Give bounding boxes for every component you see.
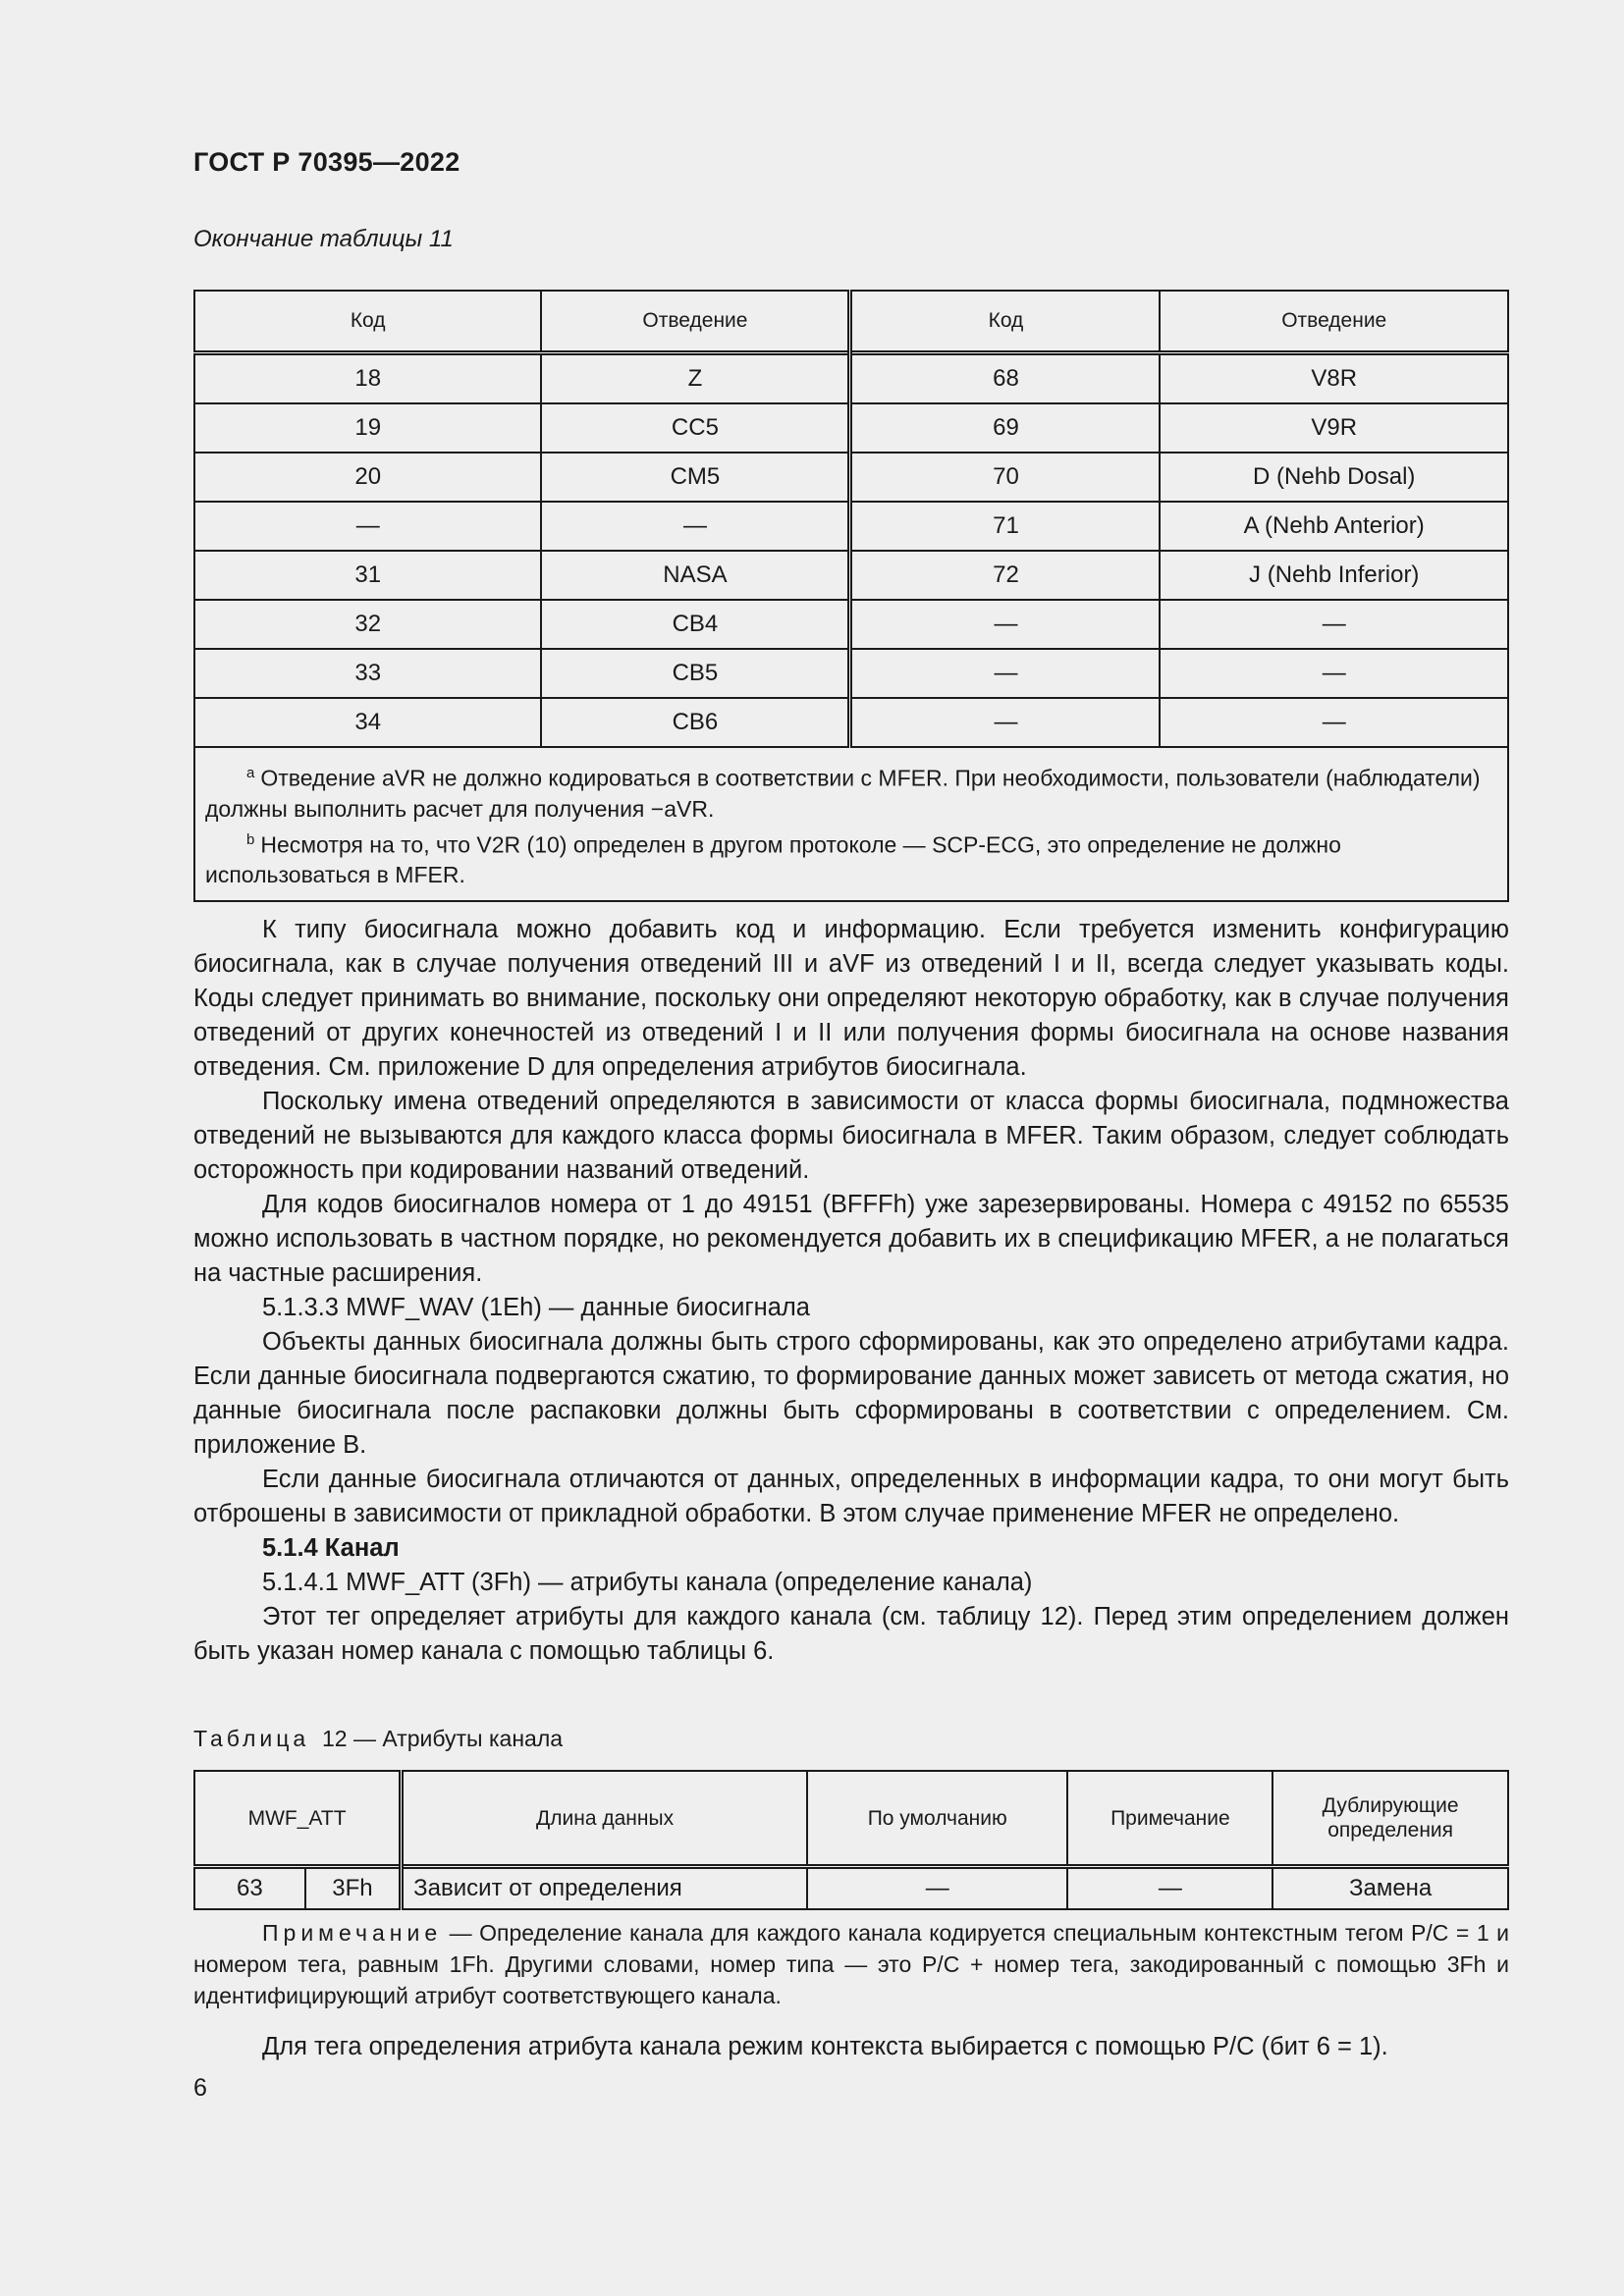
table-cell: 34	[194, 698, 541, 747]
table-row	[194, 453, 1508, 502]
table-cell: 18	[194, 353, 541, 404]
section-heading: 5.1.4 Канал	[262, 1534, 400, 1562]
table-header-row	[194, 291, 1508, 353]
header-default: По умолчанию	[807, 1771, 1068, 1867]
table-row	[194, 353, 1508, 404]
page-number: 6	[193, 2074, 207, 2102]
table-cell: J (Nehb Inferior)	[1160, 551, 1508, 600]
table-cell: 20	[194, 453, 541, 502]
table-row	[194, 600, 1508, 649]
table-cell: V8R	[1160, 353, 1508, 404]
table-12-caption: Таблица 12 — Атрибуты канала	[193, 1726, 564, 1751]
table-cell: CB5	[541, 649, 850, 698]
table-row	[194, 698, 1508, 747]
header-duplicate-definitions: Дублирующие определения	[1272, 1771, 1508, 1867]
table-cell: CB6	[541, 698, 850, 747]
table-cell: —	[850, 600, 1160, 649]
table-cell: V9R	[1160, 403, 1508, 453]
table-row	[194, 649, 1508, 698]
table-cell: D (Nehb Dosal)	[1160, 453, 1508, 502]
paragraph: Этот тег определяет атрибуты для каждого канала (см. таблицу 12). Перед этим определением должен быть указан номер канала с помощью таблицы 6.	[193, 1603, 1509, 1665]
table-cell: 70	[850, 453, 1160, 502]
table-cell: 71	[850, 502, 1160, 551]
table-cell: 19	[194, 403, 541, 453]
table-cell: 63	[194, 1867, 305, 1910]
table-cell: 3Fh	[305, 1867, 402, 1910]
table-11-body	[194, 353, 1508, 748]
header-mwf-att: MWF_ATT	[194, 1771, 402, 1867]
table-row	[194, 403, 1508, 453]
table-cell: —	[1160, 649, 1508, 698]
section-heading: 5.1.4.1 MWF_ATT (3Fh) — атрибуты канала (определение канала)	[262, 1569, 1033, 1596]
paragraph: Объекты данных биосигнала должны быть строго сформированы, как это определено атрибутами кадра. Если данные биосигнала подвергаются сжатию, то формирование данных может зависеть от метода сжатия, но данные биосигнала после распаковки должны быть сформированы в соответствии с определением. См. приложение B.	[193, 1328, 1509, 1459]
header-data-length: Длина данных	[402, 1771, 807, 1867]
section-heading: 5.1.3.3 MWF_WAV (1Eh) — данные биосигнала	[262, 1294, 810, 1321]
paragraph: Если данные биосигнала отличаются от данных, определенных в информации кадра, то они могут быть отброшены в зависимости от прикладной обработки. В этом случае применение MFER не определено.	[193, 1466, 1509, 1527]
table-cell: CM5	[541, 453, 850, 502]
table-cell: 68	[850, 353, 1160, 404]
body-text	[193, 913, 1509, 1669]
table-12	[193, 1770, 1509, 1910]
header-lead: Отведение	[541, 291, 850, 353]
table-cell: Z	[541, 353, 850, 404]
table-11	[193, 290, 1509, 902]
table-cell: 33	[194, 649, 541, 698]
paragraph: Поскольку имена отведений определяются в зависимости от класса формы биосигнала, подмножества отведений не вызываются для каждого класса формы биосигнала в MFER. Таким образом, следует соблюдать осторожность при кодировании названий отведений.	[193, 1088, 1509, 1184]
table-cell: Замена	[1272, 1867, 1508, 1910]
paragraph: Для тега определения атрибута канала режим контекста выбирается с помощью P/C (бит 6 = 1).	[262, 2033, 1388, 2060]
table-cell: —	[1067, 1867, 1272, 1910]
header-note: Примечание	[1067, 1771, 1272, 1867]
table-12-note: Примечание — Определение канала для каждого канала кодируется специальным контекстным тегом P/C = 1 и номером тега, равным 1Fh. Другими словами, номер типа — это P/C + номер тега, закодированный с помощью 3Fh и идентифицирующий атрибут соответствующего канала.	[193, 1920, 1509, 2008]
table-cell: NASA	[541, 551, 850, 600]
table-cell: 69	[850, 403, 1160, 453]
table-cell: 32	[194, 600, 541, 649]
table-cell: CB4	[541, 600, 850, 649]
header-lead: Отведение	[1160, 291, 1508, 353]
table-header-row	[194, 1771, 1508, 1867]
table-cell: A (Nehb Anterior)	[1160, 502, 1508, 551]
table-11-caption: Окончание таблицы 11	[193, 226, 454, 252]
table-row	[194, 551, 1508, 600]
table-cell: 31	[194, 551, 541, 600]
table-cell: —	[850, 649, 1160, 698]
header-code: Код	[850, 291, 1160, 353]
table-cell: —	[1160, 600, 1508, 649]
table-cell: —	[194, 502, 541, 551]
table-cell: 72	[850, 551, 1160, 600]
table-row	[194, 502, 1508, 551]
table-footnotes	[194, 747, 1508, 901]
table-cell: —	[1160, 698, 1508, 747]
table-cell: —	[850, 698, 1160, 747]
table-cell: Зависит от определения	[402, 1867, 807, 1910]
table-cell: CC5	[541, 403, 850, 453]
table-cell: —	[807, 1867, 1068, 1910]
paragraph: К типу биосигнала можно добавить код и информацию. Если требуется изменить конфигурацию биосигнала, как в случае получения отведений III и aVF из отведений I и II, всегда следует указывать коды. Коды следует принимать во внимание, поскольку они определяют некоторую обработку, как в случае получения отведений от других конечностей из отведений I и II или получения формы биосигнала на основе названия отведения. См. приложение D для определения атрибутов биосигнала.	[193, 916, 1509, 1081]
footnote-a: $^a$ Отведение aVR не должно кодироваться в соответствии с MFER. При необходимости, пользователи (наблюдатели) должны выполнить расчет для получения −aVR.	[205, 765, 1481, 822]
footnote-b: $^b$ Несмотря на то, что V2R (10) определен в другом протоколе — SCP-ECG, это определение не должно использоваться в MFER.	[205, 830, 1341, 888]
paragraph: Для кодов биосигналов номера от 1 до 49151 (BFFFh) уже зарезервированы. Номера с 49152 по 65535 можно использовать в частном порядке, но рекомендуется добавить их в спецификацию MFER, а не полагаться на частные расширения.	[193, 1191, 1509, 1287]
document-header-title: ГОСТ Р 70395—2022	[193, 147, 460, 177]
table-cell: —	[541, 502, 850, 551]
header-code: Код	[194, 291, 541, 353]
table-row	[194, 1867, 1508, 1910]
